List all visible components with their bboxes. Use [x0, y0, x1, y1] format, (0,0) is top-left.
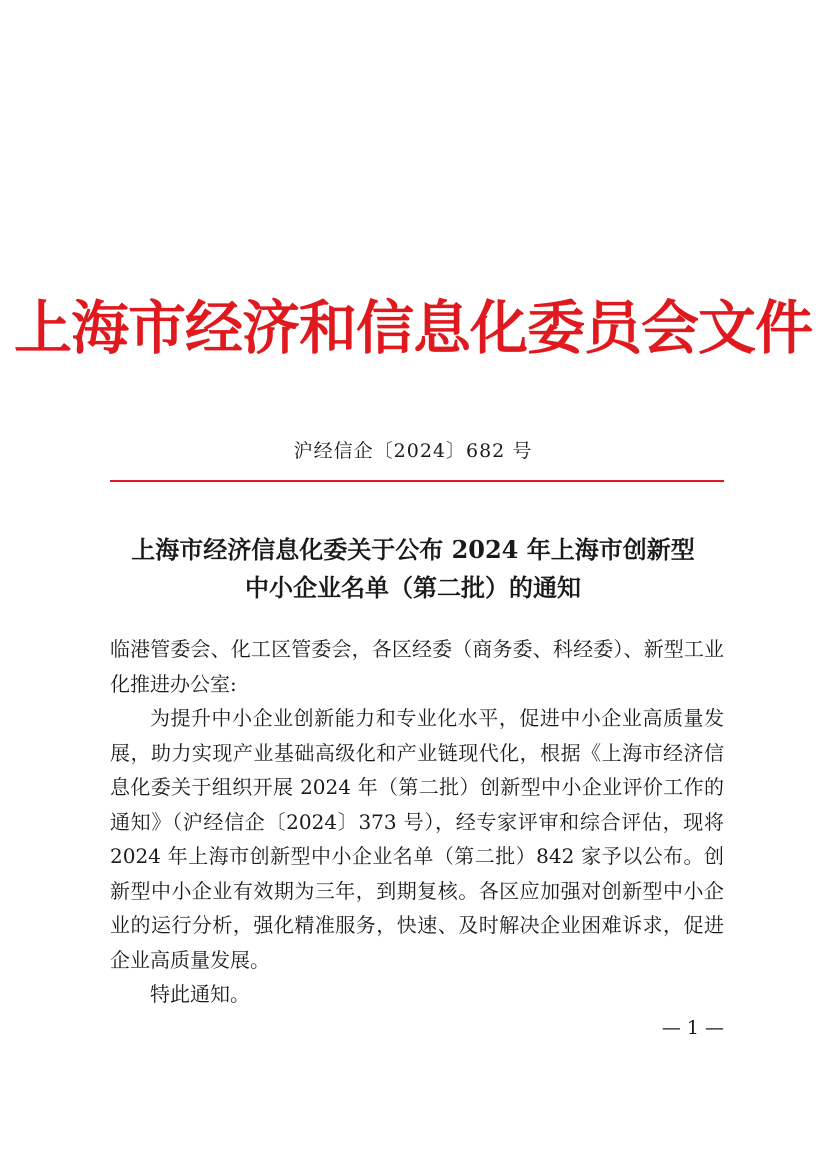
notice-title-line-2: 中小企业名单（第二批）的通知 — [245, 573, 581, 602]
notice-title-line-1: 上海市经济信息化委关于公布 2024 年上海市创新型 — [131, 535, 695, 564]
addressee: 临港管委会、化工区管委会，各区经委（商务委、科经委）、新型工业化推进办公室: — [110, 637, 724, 696]
red-separator-line — [110, 480, 724, 482]
document-number: 沪经信企〔2024〕682 号 — [293, 440, 533, 462]
closing-line: 特此通知。 — [150, 982, 250, 1006]
issuer-header-title: 上海市经济和信息化委员会文件 — [13, 294, 812, 362]
notice-title — [0, 531, 826, 607]
page-number: — 1 — — [661, 1017, 724, 1039]
body-paragraph: 为提升中小企业创新能力和专业化水平，促进中小企业高质量发展，助力实现产业基础高级化和产业链现代化，根据《上海市经济信息化委关于组织开展 2024 年（第二批）创新型中小企业评价工作的通知》（沪经信企〔2024〕373 号），经专家评审和综合评估，现将 2024 年上海市创新型中小企业名单（第二批）842 家予以公布。创新型中小企业有效期为三年，到期复核。各区应加强对创新型中小企业的运行分析，强化精准服务，快速、及时解决企业困难诉求，促进企业高质量发展。 — [110, 706, 724, 972]
